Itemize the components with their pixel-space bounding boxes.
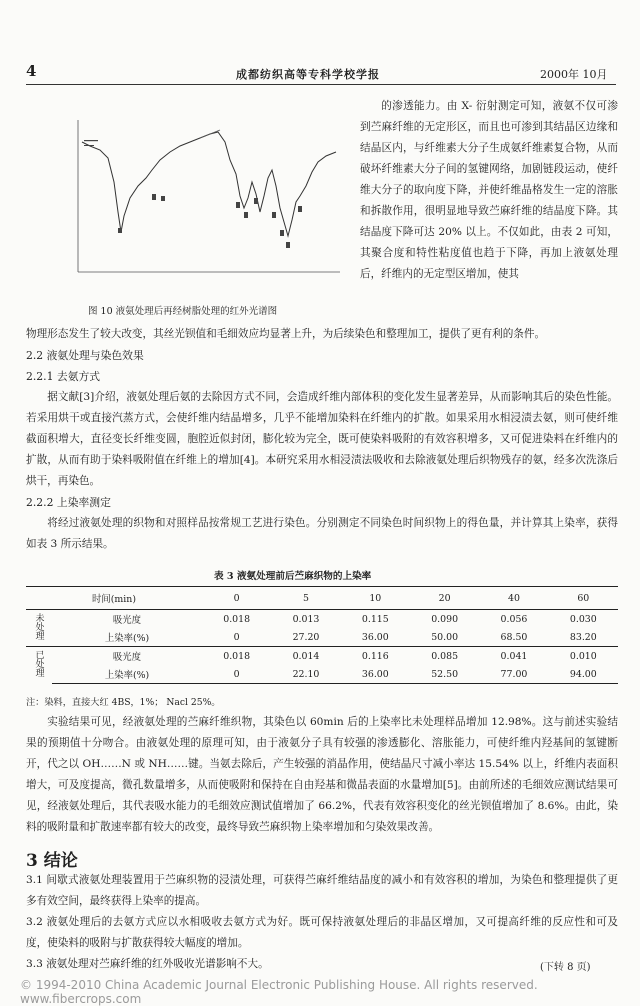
header-rule xyxy=(26,84,616,85)
issue-date: 2000年 10月 xyxy=(540,68,608,81)
subsection-heading: 2.2.2 上染率测定 xyxy=(26,496,111,509)
page-number: 4 xyxy=(26,62,37,80)
copyright-watermark: © 1994-2010 China Academic Journal Electronic Publishing House. All rights reserved. www.fibercrops.com xyxy=(20,978,538,1006)
table-row xyxy=(26,665,618,684)
paragraph: 物理形态发生了较大改变，其丝光钡值和毛细效应均显著上升，为后续染色和整理加工，提供了更有利的条件。 xyxy=(26,328,546,340)
table-header-row xyxy=(26,587,618,610)
time-cell: 5 xyxy=(271,587,340,610)
table-cell: 68.50 xyxy=(500,631,528,643)
peak-label xyxy=(254,198,258,204)
peak-label xyxy=(118,228,122,233)
dye-uptake-table xyxy=(26,586,618,684)
conclusion-item: 3.3 液氨处理对苎麻纤维的红外吸收光谱影响不大。 xyxy=(26,958,269,970)
body-text-section-2 xyxy=(26,324,618,555)
row-label: 吸光度 xyxy=(112,652,142,663)
table-cell: 0.010 xyxy=(569,650,597,662)
table-cell: 0.056 xyxy=(500,613,528,625)
table-cell: 0.013 xyxy=(292,613,320,625)
table-cell: 36.00 xyxy=(361,631,389,643)
table-cell: 0 xyxy=(202,665,271,684)
table-cell: 50.00 xyxy=(431,631,459,643)
table-cell: 52.50 xyxy=(410,665,479,684)
table-cell: 27.20 xyxy=(292,631,320,643)
table-cell: 22.10 xyxy=(271,665,340,684)
paragraph: 的渗透能力。由 X- 衍射测定可知，液氨不仅可渗到苎麻纤维的无定形区，而且也可渗到其结晶区边缘和结晶区内，与纤维素大分子生成氨纤维素复合物，从而破坏纤维素大分子间的氢键网络，加剧链段运动，使纤维大分子的取向度下降，并使纤维晶格发生一定的溶胀和拆散作用，很明显地导致苎麻纤维的结晶度下降。其结晶度下降可达 20% 以上。不仅如此，由表 2 可知，其聚合度和特性粘度值也趋于下降，再加上液氨处理后，纤维内的无定型区增加，使其 xyxy=(360,100,618,280)
subsection-heading: 2.2.1 去氨方式 xyxy=(26,370,101,383)
right-column-text xyxy=(360,96,618,285)
spectrum-trace xyxy=(82,132,336,236)
body-text-results xyxy=(26,712,618,838)
group-label: 未处理 xyxy=(33,613,44,640)
time-cell: 40 xyxy=(479,587,548,610)
legend-mark xyxy=(84,145,94,146)
conclusion-item: 3.1 间歇式液氨处理装置用于苎麻织物的浸渍处理，可获得苎麻纤维结晶度的减小和有效容积的增加，为染色和整理提供了更多有效空间，最终获得上染率的提高。 xyxy=(26,874,618,907)
conclusion-heading: 3 结论 xyxy=(26,851,78,871)
peak-label xyxy=(298,206,302,212)
table-cell: 0.116 xyxy=(361,650,389,662)
time-cell: 0 xyxy=(202,587,271,610)
table-cell: 0.090 xyxy=(431,613,459,625)
peak-label xyxy=(272,212,276,218)
peak-label xyxy=(236,202,240,208)
peak-label xyxy=(280,230,284,236)
time-cell: 60 xyxy=(549,587,618,610)
table-cell: 0.041 xyxy=(500,650,528,662)
paragraph: 实验结果可见，经液氨处理的苎麻纤维织物，其染色以 60min 后的上染率比未处理样品增加 12.98%。这与前述实验结果的预期值十分吻合。由液氨处理的原理可知，由于液氨分子具有较强的渗透膨化、溶胀能力，可使纤维内羟基间的氢键断开，代之以 OH……N 或 NH……键。当氨去除后，产生较强的消晶作用，使结晶尺寸减小率达 15.54% 以上，纤维内表面积增大，可及度提高，微孔数量增多，从而使吸附和保持在自由羟基和微晶表面的水量增加[5]。由前所述的毛细效应测试结果可见，经液氨处理后，其代表吸水能力的毛细效应测试值增加了 66.2%，代表有效容积变化的丝光钡值增加了 8.6%。由此，染料的吸附量和扩散速率都有较大的改变，最终导致苎麻织物上染率增加和匀染效果改善。 xyxy=(26,716,618,833)
time-cell: 10 xyxy=(341,587,410,610)
spectrum-top-segment xyxy=(200,130,220,138)
table-cell: 94.00 xyxy=(549,665,618,684)
figure-caption: 图 10 液氨处理后再经树脂处理的红外光谱图 xyxy=(88,306,278,317)
table-caption: 表 3 液氨处理前后苎麻织物的上染率 xyxy=(214,571,372,582)
table-cell: 0 xyxy=(233,631,240,643)
peak-label xyxy=(161,196,165,201)
continued-note: (下转 8 页) xyxy=(540,962,591,973)
row-label: 吸光度 xyxy=(112,615,142,626)
table-cell: 0.085 xyxy=(431,650,459,662)
table-row xyxy=(26,647,618,666)
section-heading: 2.2 液氨处理与染色效果 xyxy=(26,349,144,362)
table-row xyxy=(26,628,618,647)
peak-label xyxy=(286,242,290,248)
table-row xyxy=(26,610,618,629)
journal-title: 成都纺织高等专科学校学报 xyxy=(236,68,380,81)
table-cell: 36.00 xyxy=(341,665,410,684)
table-cell: 0.014 xyxy=(292,650,320,662)
group-label: 已处理 xyxy=(33,650,44,678)
table-cell: 0.018 xyxy=(223,613,251,625)
peak-label xyxy=(244,212,248,218)
conclusion-text xyxy=(26,870,618,975)
paragraph: 据文献[3]介绍，液氨处理后氨的去除因方式不同，会造成纤维内部体积的变化发生显著差异，从而影响其后的染色性能。若采用烘干或直接汽蒸方式，会使纤维内结晶增多，几乎不能增加染料在纤维内的扩散。如果采用水相浸渍去氨，则可使纤维截面积增大，直径变长纤维变圆，胞腔近似封闭，膨化较为完全，既可使染料吸附的有效容积增多，又可促进染料在纤维内的扩散，从而有助于染料吸附值在纤维上的增加[4]。本研究采用水相浸渍法吸收和去除液氨处理后织物残存的氨，经多次洗涤后烘干，再染色。 xyxy=(26,391,618,487)
table-cell: 83.20 xyxy=(569,631,597,643)
legend-mark xyxy=(84,140,98,141)
table-note: 注：染料，直接大红 4BS，1%； Nacl 25%。 xyxy=(26,697,221,708)
table-cell: 0.030 xyxy=(569,613,597,625)
table-cell: 0.115 xyxy=(361,613,389,625)
peak-label xyxy=(152,194,156,200)
row-label: 上染率(%) xyxy=(104,633,150,644)
time-header: 时间(min) xyxy=(26,587,202,610)
table-cell: 0.018 xyxy=(223,650,251,662)
table-cell: 77.00 xyxy=(479,665,548,684)
time-cell: 20 xyxy=(410,587,479,610)
conclusion-item: 3.2 液氨处理后的去氨方式应以水相吸收去氨方式为好。既可保持液氨处理后的非晶区增加，又可提高纤维的反应性和可及度，使染料的吸附与扩散获得较大幅度的增加。 xyxy=(26,916,618,949)
paragraph: 将经过液氨处理的织物和对照样品按常规工艺进行染色。分别测定不同染色时间织物上的得色量，并计算其上染率，获得如表 3 所示结果。 xyxy=(26,517,618,550)
ir-spectrum-figure xyxy=(60,112,345,287)
row-label: 上染率(%) xyxy=(52,665,202,684)
